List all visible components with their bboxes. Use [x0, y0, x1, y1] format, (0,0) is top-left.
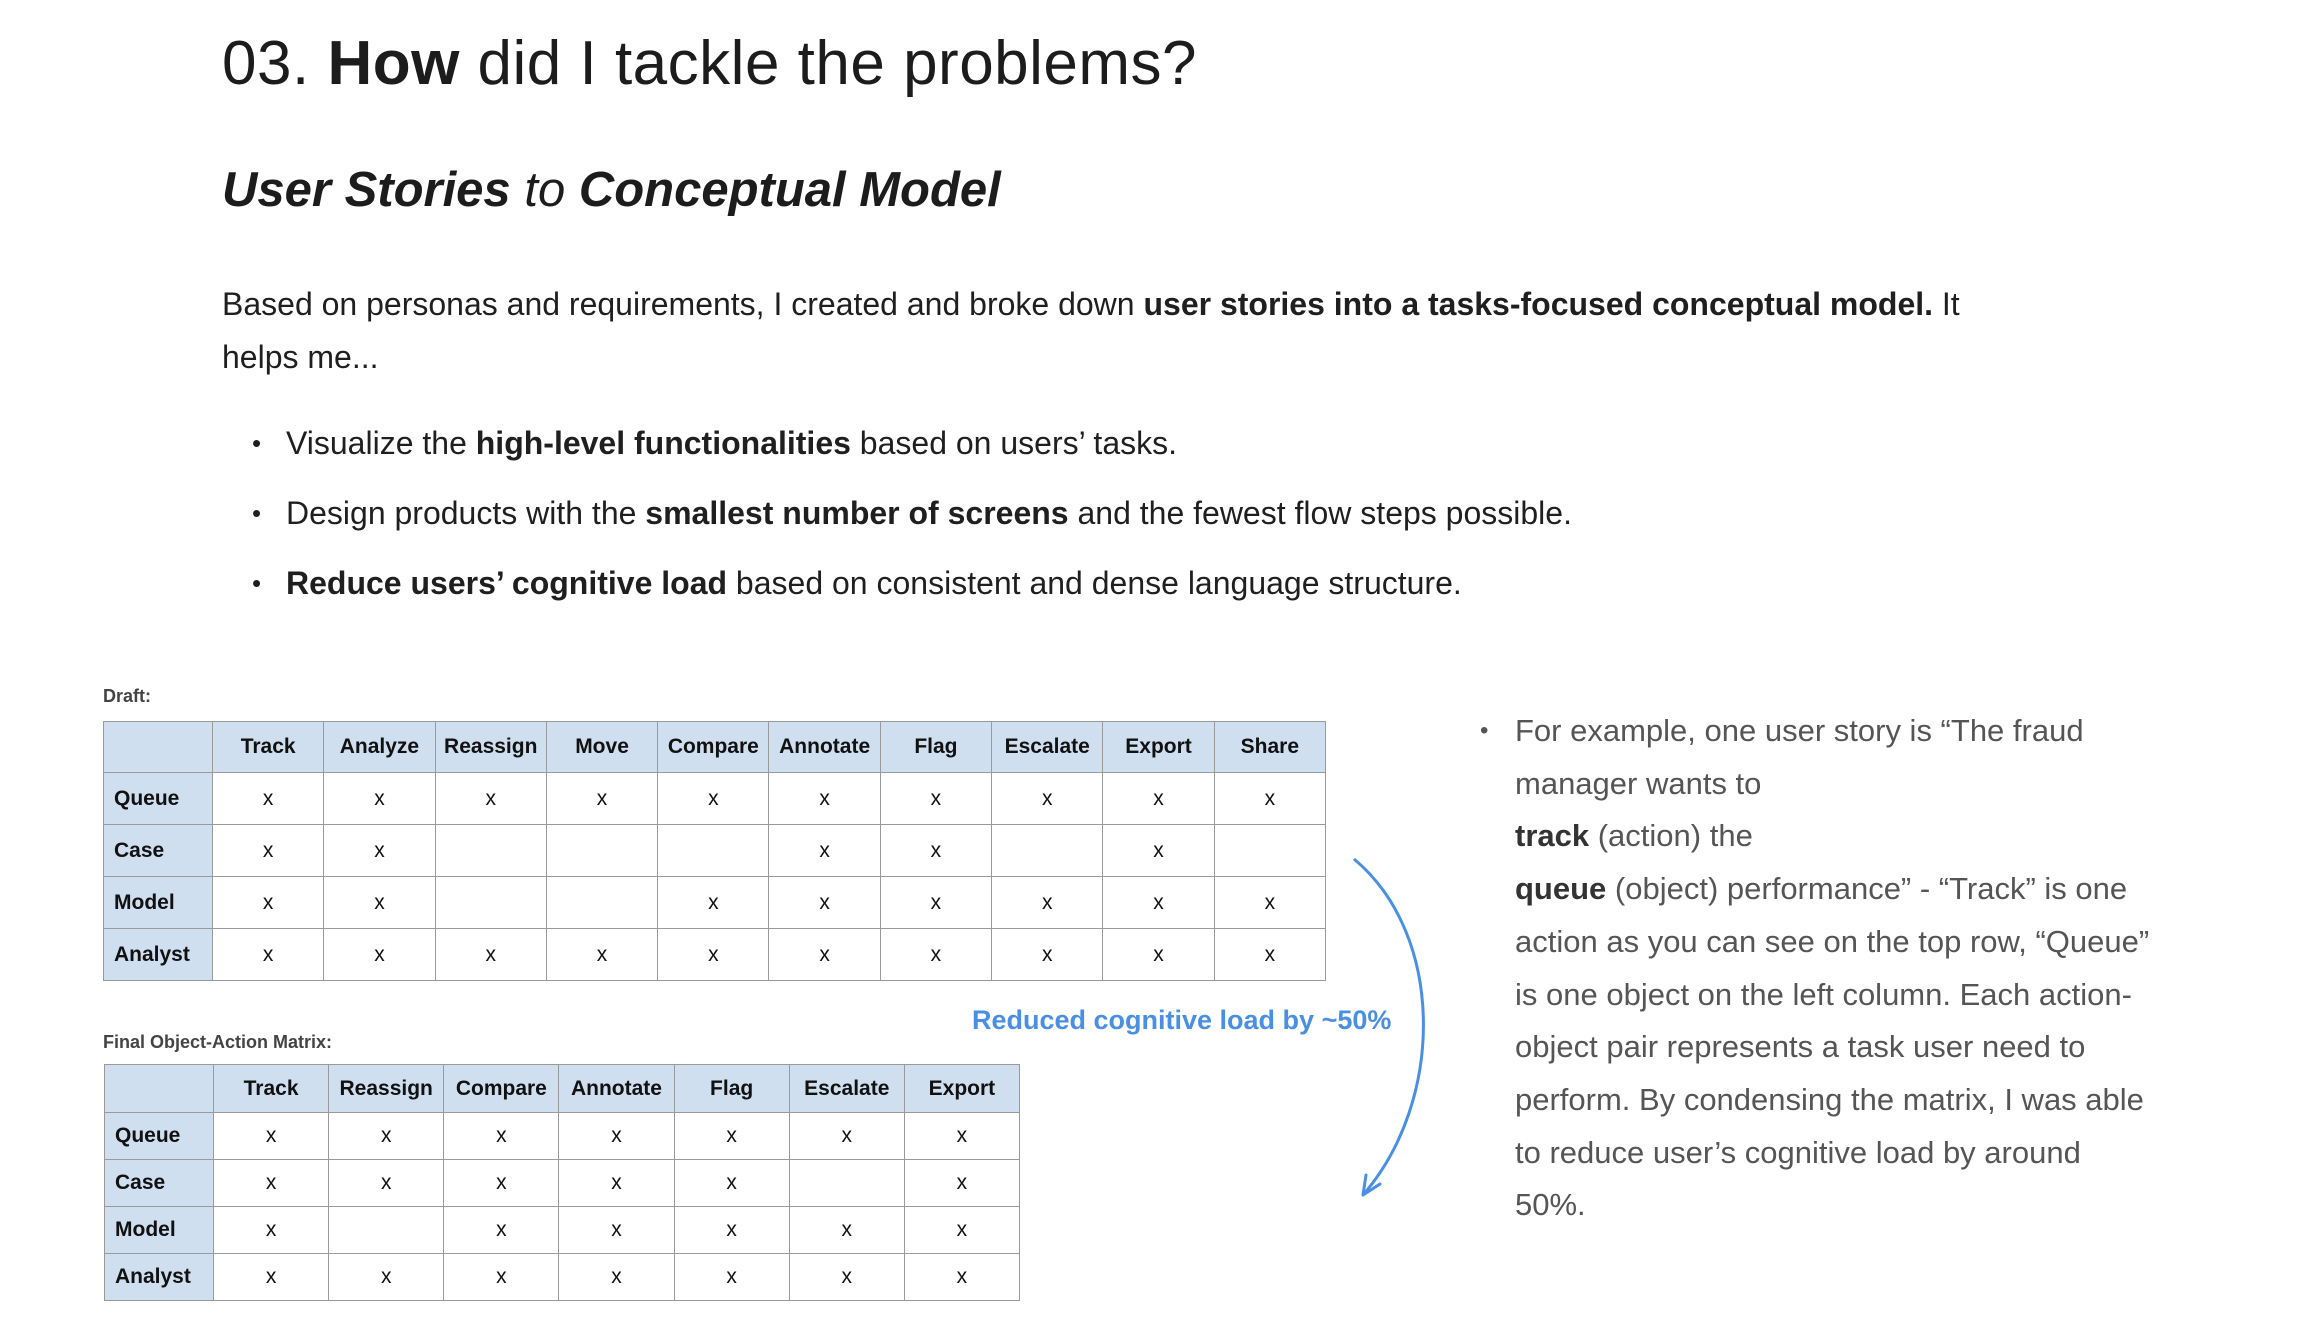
matrix-cell: x: [769, 877, 880, 929]
matrix-cell: x: [444, 1160, 559, 1207]
matrix-cell: x: [559, 1160, 674, 1207]
table-row: [105, 1160, 1020, 1207]
matrix-cell: x: [1103, 877, 1214, 929]
table-row: [104, 825, 1326, 877]
matrix-cell: [658, 825, 769, 877]
matrix-cell: x: [904, 1254, 1019, 1301]
matrix-cell: [435, 825, 546, 877]
final-table-label: Final Object-Action Matrix:: [103, 1032, 333, 1052]
row-header: Analyst: [104, 929, 213, 981]
benefit-bold: Reduce users’ cognitive load: [286, 565, 728, 601]
matrix-cell: x: [214, 1160, 329, 1207]
benefit-text: based on users’ tasks.: [859, 425, 1177, 461]
benefit-list: [252, 412, 1572, 622]
row-header: Case: [105, 1160, 214, 1207]
example-bold-action: track: [1515, 818, 1590, 854]
matrix-cell: x: [213, 929, 324, 981]
column-header: Reassign: [435, 722, 546, 773]
matrix-cell: [789, 1160, 904, 1207]
matrix-cell: x: [880, 877, 991, 929]
matrix-cell: x: [789, 1113, 904, 1160]
matrix-cell: x: [904, 1113, 1019, 1160]
matrix-cell: x: [213, 825, 324, 877]
bullet-dot: •: [1480, 717, 1489, 744]
matrix-cell: x: [214, 1207, 329, 1254]
matrix-cell: [329, 1207, 444, 1254]
matrix-cell: [435, 877, 546, 929]
column-header: Escalate: [992, 722, 1103, 773]
section-subheading: [222, 162, 1001, 218]
final-matrix-table: [104, 1064, 1020, 1301]
matrix-cell: x: [658, 929, 769, 981]
matrix-cell: x: [324, 773, 435, 825]
table-corner-cell: [105, 1065, 214, 1113]
benefit-text: and the fewest flow steps possible.: [1077, 495, 1572, 531]
table-header-row: [105, 1065, 1020, 1113]
matrix-cell: x: [904, 1207, 1019, 1254]
example-text: (object) performance” - “Track” is one action as you can see on the top row, “Queue” is one object on the left column. Each action-object pair represents a task user need to perform. By condensing the matrix, I was able to reduce user’s cognitive load by around 50%.: [1515, 871, 2150, 1223]
matrix-cell: x: [435, 773, 546, 825]
matrix-cell: x: [1103, 929, 1214, 981]
matrix-cell: x: [213, 773, 324, 825]
matrix-cell: [992, 825, 1103, 877]
matrix-cell: x: [674, 1160, 789, 1207]
matrix-cell: x: [769, 825, 880, 877]
row-header: Analyst: [105, 1254, 214, 1301]
intro-paragraph: [222, 278, 2002, 384]
table-row: [105, 1207, 1020, 1254]
table-header-row: [104, 722, 1326, 773]
benefit-item: [252, 482, 1572, 552]
matrix-cell: x: [1103, 825, 1214, 877]
matrix-cell: x: [880, 773, 991, 825]
column-header: Annotate: [769, 722, 880, 773]
column-header: Share: [1214, 722, 1325, 773]
example-text: (action) the: [1597, 818, 1753, 854]
column-header: Flag: [674, 1065, 789, 1113]
table-row: [105, 1254, 1020, 1301]
row-header: Case: [104, 825, 213, 877]
matrix-cell: x: [904, 1160, 1019, 1207]
matrix-cell: x: [789, 1207, 904, 1254]
matrix-cell: x: [329, 1254, 444, 1301]
table-row: [104, 877, 1326, 929]
benefit-bold: high-level functionalities: [475, 425, 851, 461]
subheading-connector: to: [524, 163, 566, 217]
subheading-part2: Conceptual Model: [578, 163, 1001, 217]
matrix-cell: x: [546, 773, 657, 825]
matrix-cell: x: [324, 929, 435, 981]
matrix-cell: x: [674, 1113, 789, 1160]
matrix-cell: x: [769, 773, 880, 825]
benefit-item: [252, 412, 1572, 482]
row-header: Queue: [105, 1113, 214, 1160]
matrix-cell: x: [324, 877, 435, 929]
table-row: [104, 773, 1326, 825]
matrix-cell: x: [559, 1113, 674, 1160]
matrix-cell: x: [559, 1254, 674, 1301]
matrix-cell: x: [435, 929, 546, 981]
heading-number: 03.: [222, 29, 310, 98]
matrix-cell: x: [880, 929, 991, 981]
matrix-cell: [546, 877, 657, 929]
row-header: Model: [104, 877, 213, 929]
row-header: Model: [105, 1207, 214, 1254]
heading-bold: How: [327, 29, 460, 98]
example-bold-object: queue: [1515, 871, 1607, 907]
column-header: Track: [214, 1065, 329, 1113]
column-header: Escalate: [789, 1065, 904, 1113]
matrix-cell: x: [444, 1113, 559, 1160]
column-header: Flag: [880, 722, 991, 773]
matrix-cell: x: [559, 1207, 674, 1254]
matrix-cell: x: [880, 825, 991, 877]
example-text: For example, one user story is “The fraud manager wants to: [1515, 713, 2084, 801]
benefit-text: based on consistent and dense language structure.: [735, 565, 1462, 601]
matrix-cell: x: [444, 1207, 559, 1254]
matrix-cell: x: [992, 929, 1103, 981]
section-heading: [222, 28, 1197, 99]
matrix-cell: x: [658, 877, 769, 929]
reduction-label: Reduced cognitive load by ~50%: [972, 1005, 1392, 1035]
column-header: Track: [213, 722, 324, 773]
column-header: Analyze: [324, 722, 435, 773]
matrix-cell: [546, 825, 657, 877]
column-header: Export: [904, 1065, 1019, 1113]
matrix-cell: x: [789, 1254, 904, 1301]
matrix-cell: x: [213, 877, 324, 929]
matrix-cell: [1214, 825, 1325, 877]
column-header: Compare: [658, 722, 769, 773]
table-row: [104, 929, 1326, 981]
table-row: [105, 1113, 1020, 1160]
column-header: Reassign: [329, 1065, 444, 1113]
benefit-item: [252, 552, 1572, 622]
intro-text-before: Based on personas and requirements, I created and broke down: [222, 286, 1135, 322]
matrix-cell: x: [674, 1254, 789, 1301]
table-corner-cell: [104, 722, 213, 773]
matrix-cell: x: [1103, 773, 1214, 825]
subheading-part1: User Stories: [222, 163, 511, 217]
matrix-cell: x: [444, 1254, 559, 1301]
column-header: Annotate: [559, 1065, 674, 1113]
matrix-cell: x: [1214, 773, 1325, 825]
matrix-cell: x: [329, 1113, 444, 1160]
intro-bold: user stories into a tasks-focused conceptual model.: [1143, 286, 1934, 322]
matrix-cell: x: [769, 929, 880, 981]
matrix-cell: x: [214, 1254, 329, 1301]
row-header: Queue: [104, 773, 213, 825]
matrix-cell: x: [329, 1160, 444, 1207]
benefit-text: Visualize the: [286, 425, 467, 461]
matrix-cell: x: [992, 877, 1103, 929]
matrix-cell: x: [214, 1113, 329, 1160]
matrix-cell: x: [324, 825, 435, 877]
column-header: Compare: [444, 1065, 559, 1113]
example-note: [1480, 705, 2155, 1232]
matrix-cell: x: [658, 773, 769, 825]
intro-text-after: It helps me...: [222, 286, 1960, 375]
matrix-cell: x: [1214, 877, 1325, 929]
heading-rest: did I tackle the problems?: [477, 29, 1198, 98]
draft-matrix-table: [103, 721, 1326, 981]
benefit-bold: smallest number of screens: [645, 495, 1069, 531]
matrix-cell: x: [546, 929, 657, 981]
matrix-cell: x: [992, 773, 1103, 825]
draft-table-label: Draft:: [103, 686, 151, 706]
benefit-text: Design products with the: [286, 495, 637, 531]
matrix-cell: x: [1214, 929, 1325, 981]
matrix-cell: x: [674, 1207, 789, 1254]
column-header: Move: [546, 722, 657, 773]
column-header: Export: [1103, 722, 1214, 773]
